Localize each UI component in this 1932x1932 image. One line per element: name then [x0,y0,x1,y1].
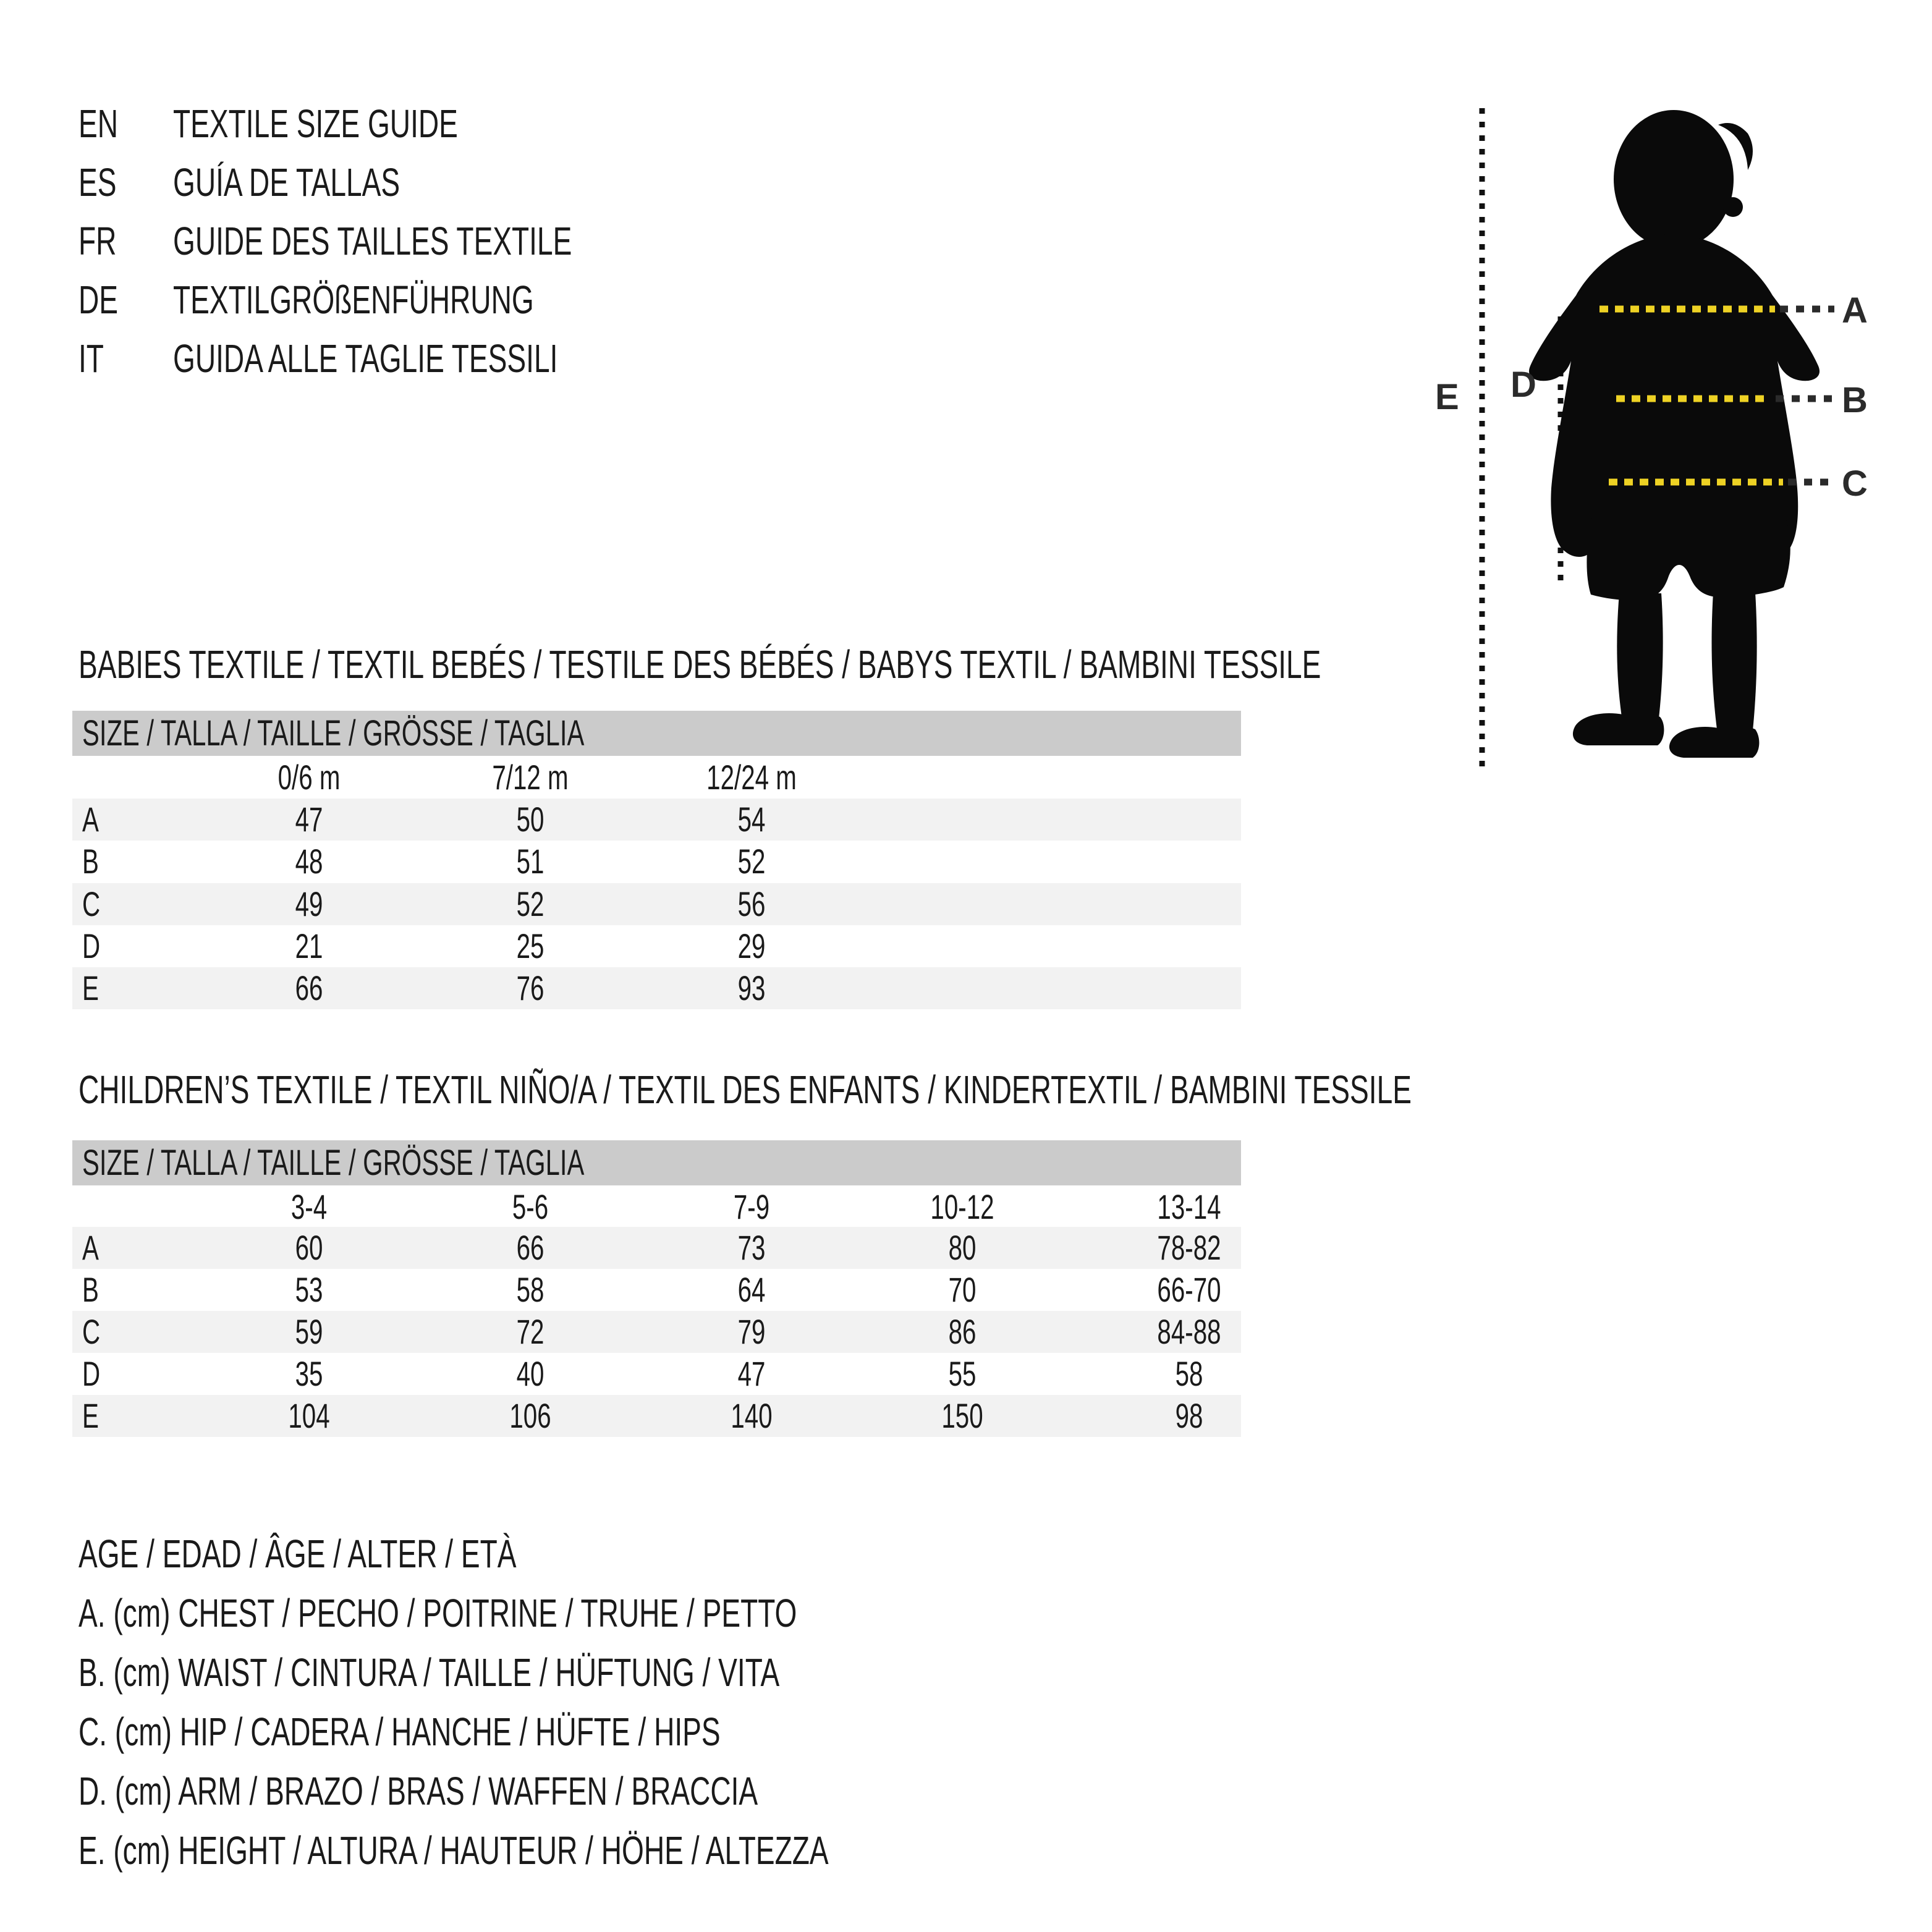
language-code: ES [78,160,117,205]
cell: 40 [516,1354,544,1393]
figure-label-d: D [1510,365,1536,405]
language-title: GUIDE DES TAILLES TEXTILE [173,219,572,263]
language-title: TEXTILGRÖßENFÜHRUNG [173,278,534,322]
column-header: 7-9 [733,1187,770,1226]
cell: 35 [295,1354,323,1393]
legend-height [78,1821,1121,1880]
column-header: 10-12 [930,1187,994,1226]
column-header: 12/24 m [706,758,797,797]
cell: 66 [516,1228,544,1267]
cell: 29 [737,926,766,965]
silhouette-shorts [1587,515,1790,600]
legend-waist-text: B. (cm) WAIST / CINTURA / TAILLE / HÜFTUNG / VITA [78,1650,780,1695]
cell: 106 [509,1396,551,1435]
cell: 21 [295,926,323,965]
silhouette-left-shoe [1573,713,1664,745]
legend-arm-text: D. (cm) ARM / BRAZO / BRAS / WAFFEN / BRACCIA [78,1769,758,1813]
cell: 53 [295,1270,323,1309]
language-title: GUIDA ALLE TAGLIE TESSILI [173,336,558,381]
cell: 52 [516,884,544,923]
babies-section-title [78,643,1804,686]
cell: 66 [295,968,323,1007]
table-row [72,967,1241,1009]
children-section-title-text: CHILDREN’S TEXTILE / TEXTIL NIÑO/A / TEXTIL DES ENFANTS / KINDERTEXTIL / BAMBINI TESSILE [78,1067,1412,1112]
cell: 73 [737,1228,766,1267]
table-row [72,1353,1241,1395]
child-silhouette-figure [1434,87,1885,797]
table-row [72,925,1241,967]
babies-section-title-text: BABIES TEXTILE / TEXTIL BEBÉS / TESTILE DES BÉBÉS / BABYS TEXTIL / BAMBINI TESSILE [78,642,1321,687]
cell: 54 [737,800,766,839]
column-header: 5-6 [512,1187,549,1226]
cell: 150 [941,1396,983,1435]
language-code: FR [78,219,117,263]
legend-chest-text: A. (cm) CHEST / PECHO / POITRINE / TRUHE / PETTO [78,1591,797,1635]
legend-waist [78,1643,1052,1702]
legend-chest [78,1583,1076,1643]
babies-size-header-bar [72,711,1241,756]
cell: 84-88 [1157,1312,1221,1351]
silhouette-right-shoe [1669,726,1759,758]
language-title: GUÍA DE TALLAS [173,160,400,205]
cell: 60 [295,1228,323,1267]
row-label: B [82,1270,99,1309]
cell: 78-82 [1157,1228,1221,1267]
cell: 70 [948,1270,977,1309]
cell: 59 [295,1312,323,1351]
cell: 56 [737,884,766,923]
legend-hip [78,1702,970,1761]
silhouette-ear [1723,197,1743,217]
cell: 52 [737,842,766,881]
cell: 66-70 [1157,1270,1221,1309]
row-label: D [82,926,101,965]
legend-arm [78,1761,1022,1821]
column-header: 0/6 m [278,758,341,797]
column-header: 3-4 [290,1187,328,1226]
cell: 86 [948,1312,977,1351]
row-label: B [82,842,99,881]
row-label: E [82,968,99,1007]
table-row [72,1227,1241,1269]
cell: 98 [1175,1396,1203,1435]
cell: 76 [516,968,544,1007]
silhouette-head [1614,110,1734,248]
cell: 79 [737,1312,766,1351]
cell: 104 [288,1396,330,1435]
legend-age [78,1524,687,1583]
cell: 93 [737,968,766,1007]
language-code: EN [78,101,119,146]
cell: 140 [731,1396,773,1435]
table-row [72,1395,1241,1437]
legend-age-text: AGE / EDAD / ÂGE / ALTER / ETÀ [78,1532,517,1576]
language-code: DE [78,278,119,322]
figure-label-c: C [1842,464,1868,504]
babies-column-header-row [72,756,1241,799]
cell: 47 [737,1354,766,1393]
table-row [72,883,1241,925]
cell: 47 [295,800,323,839]
row-label: A [82,1228,99,1267]
table-row [72,1311,1241,1353]
cell: 48 [295,842,323,881]
figure-label-b: B [1842,380,1868,420]
row-label: D [82,1354,101,1393]
cell: 50 [516,800,544,839]
row-label: C [82,884,101,923]
figure-label-e: E [1435,377,1459,417]
language-code: IT [78,336,104,381]
language-title: TEXTILE SIZE GUIDE [173,101,458,146]
cell: 64 [737,1270,766,1309]
column-header: 13-14 [1157,1187,1221,1226]
table-row [72,1269,1241,1311]
cell: 55 [948,1354,977,1393]
row-label: C [82,1312,101,1351]
babies-size-header-text: SIZE / TALLA / TAILLE / GRÖSSE / TAGLIA [82,713,585,753]
cell: 51 [516,842,544,881]
cell: 49 [295,884,323,923]
figure-label-a: A [1842,290,1868,331]
children-size-header-bar [72,1140,1241,1185]
children-section-title [78,1068,1930,1111]
row-label: A [82,800,99,839]
cell: 80 [948,1228,977,1267]
legend-hip-text: C. (cm) HIP / CADERA / HANCHE / HÜFTE / HIPS [78,1710,721,1754]
cell: 25 [516,926,544,965]
table-row [72,799,1241,841]
row-label: E [82,1396,99,1435]
children-column-header-row [72,1185,1241,1227]
children-size-header-text: SIZE / TALLA / TAILLE / GRÖSSE / TAGLIA [82,1143,585,1183]
cell: 58 [1175,1354,1203,1393]
column-header: 7/12 m [492,758,569,797]
legend-height-text: E. (cm) HEIGHT / ALTURA / HAUTEUR / HÖHE / ALTEZZA [78,1828,829,1873]
cell: 72 [516,1312,544,1351]
table-row [72,841,1241,883]
cell: 58 [516,1270,544,1309]
